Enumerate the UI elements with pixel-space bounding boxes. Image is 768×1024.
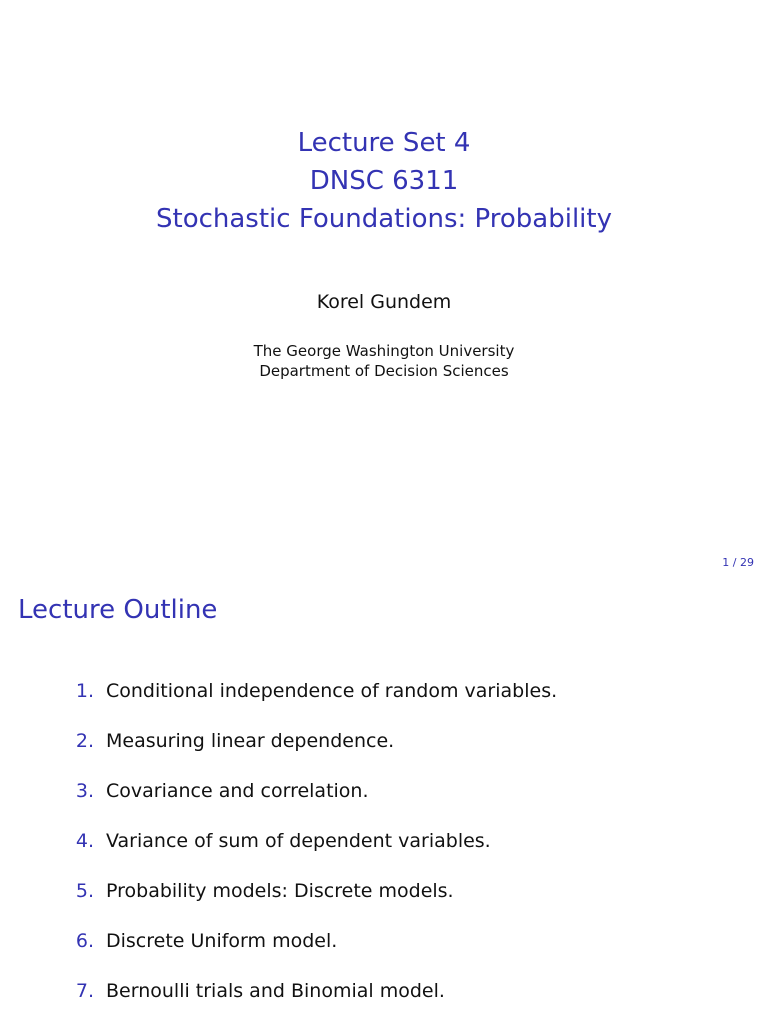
outline-list xyxy=(0,676,768,1024)
list-item xyxy=(0,826,768,876)
institute xyxy=(0,341,768,381)
item-text: Bernoulli trials and Binomial model. xyxy=(106,980,445,1002)
list-item xyxy=(0,776,768,826)
title-line-course-code: DNSC 6311 xyxy=(309,166,459,196)
item-number: 2. xyxy=(75,730,94,752)
list-item xyxy=(0,976,768,1024)
item-number: 4. xyxy=(75,830,94,852)
list-item xyxy=(0,926,768,976)
item-number: 7. xyxy=(75,980,94,1002)
item-number: 3. xyxy=(75,780,94,802)
item-number: 5. xyxy=(75,880,94,902)
item-text: Probability models: Discrete models. xyxy=(106,880,454,902)
list-item xyxy=(0,726,768,776)
institute-department: Department of Decision Sciences xyxy=(259,362,509,380)
title-line-lecture-set: Lecture Set 4 xyxy=(297,128,471,158)
list-item xyxy=(0,676,768,726)
frame-title: Lecture Outline xyxy=(18,595,218,625)
author-name: Korel Gundem xyxy=(316,291,452,313)
item-text: Covariance and correlation. xyxy=(106,780,369,802)
title-line-topic: Stochastic Foundations: Probability xyxy=(156,204,612,234)
item-text: Variance of sum of dependent variables. xyxy=(106,830,491,852)
item-text: Measuring linear dependence. xyxy=(106,730,395,752)
lecture-title xyxy=(0,124,768,238)
list-item xyxy=(0,876,768,926)
outline-slide xyxy=(0,576,768,1024)
item-number: 6. xyxy=(75,930,94,952)
item-text: Discrete Uniform model. xyxy=(106,930,338,952)
page-number: 1 / 29 xyxy=(722,556,754,569)
item-text: Conditional independence of random variables. xyxy=(106,680,558,702)
item-number: 1. xyxy=(75,680,94,702)
institute-university: The George Washington University xyxy=(253,342,515,360)
